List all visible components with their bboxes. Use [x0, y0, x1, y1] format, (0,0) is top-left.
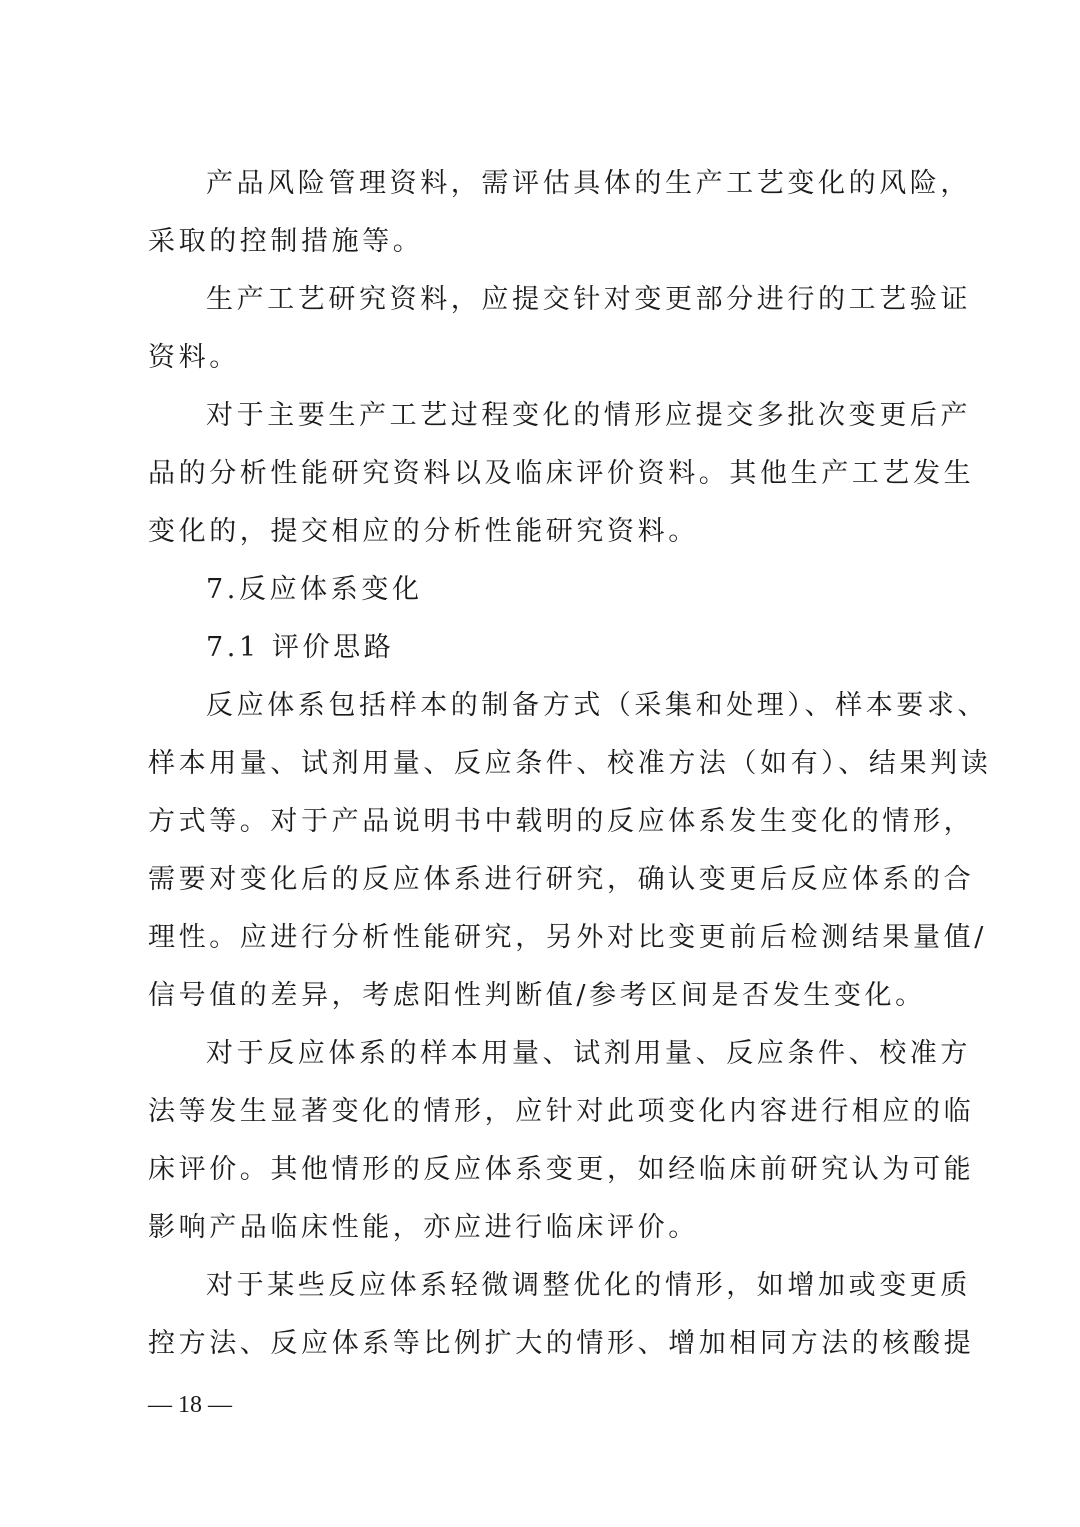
body-text: [148, 155, 992, 1373]
paragraph-line: 需要对变化后的反应体系进行研究，确认变更后反应体系的合: [148, 864, 975, 895]
paragraph-line: 采取的控制措施等。: [148, 226, 424, 257]
paragraph-line: 对于某些反应体系轻微调整优化的情形，如增加或变更质: [206, 1270, 971, 1301]
paragraph-line: 资料。: [148, 342, 240, 373]
section-heading: 7.反应体系变化: [206, 574, 423, 605]
paragraph-line: 床评价。其他情形的反应体系变更，如经临床前研究认为可能: [148, 1154, 975, 1185]
paragraph-line: 产品风险管理资料，需评估具体的生产工艺变化的风险，: [206, 168, 971, 199]
paragraph-line: 影响产品临床性能，亦应进行临床评价。: [148, 1212, 699, 1243]
paragraph-line: 法等发生显著变化的情形，应针对此项变化内容进行相应的临: [148, 1096, 975, 1127]
paragraph-line: 生产工艺研究资料，应提交针对变更部分进行的工艺验证: [206, 284, 971, 315]
paragraph-line: 反应体系包括样本的制备方式（采集和处理）、样本要求、: [206, 690, 989, 721]
paragraph-line: 方式等。对于产品说明书中载明的反应体系发生变化的情形，: [148, 806, 975, 837]
paragraph-line: 理性。应进行分析性能研究，另外对比变更前后检测结果量值/: [148, 922, 987, 953]
paragraph-line: 信号值的差异，考虑阳性判断值/参考区间是否发生变化。: [148, 980, 926, 1011]
paragraph-line: 品的分析性能研究资料以及临床评价资料。其他生产工艺发生: [148, 458, 975, 489]
paragraph-line: 样本用量、试剂用量、反应条件、校准方法（如有）、结果判读: [148, 748, 992, 779]
paragraph-line: 控方法、反应体系等比例扩大的情形、增加相同方法的核酸提: [148, 1328, 975, 1359]
paragraph-line: 对于主要生产工艺过程变化的情形应提交多批次变更后产: [206, 400, 971, 431]
paragraph-line: 变化的，提交相应的分析性能研究资料。: [148, 516, 699, 547]
subsection-heading: 7.1 评价思路: [206, 632, 395, 663]
page-number: — 18 —: [148, 1392, 232, 1418]
paragraph-line: 对于反应体系的样本用量、试剂用量、反应条件、校准方: [206, 1038, 971, 1069]
